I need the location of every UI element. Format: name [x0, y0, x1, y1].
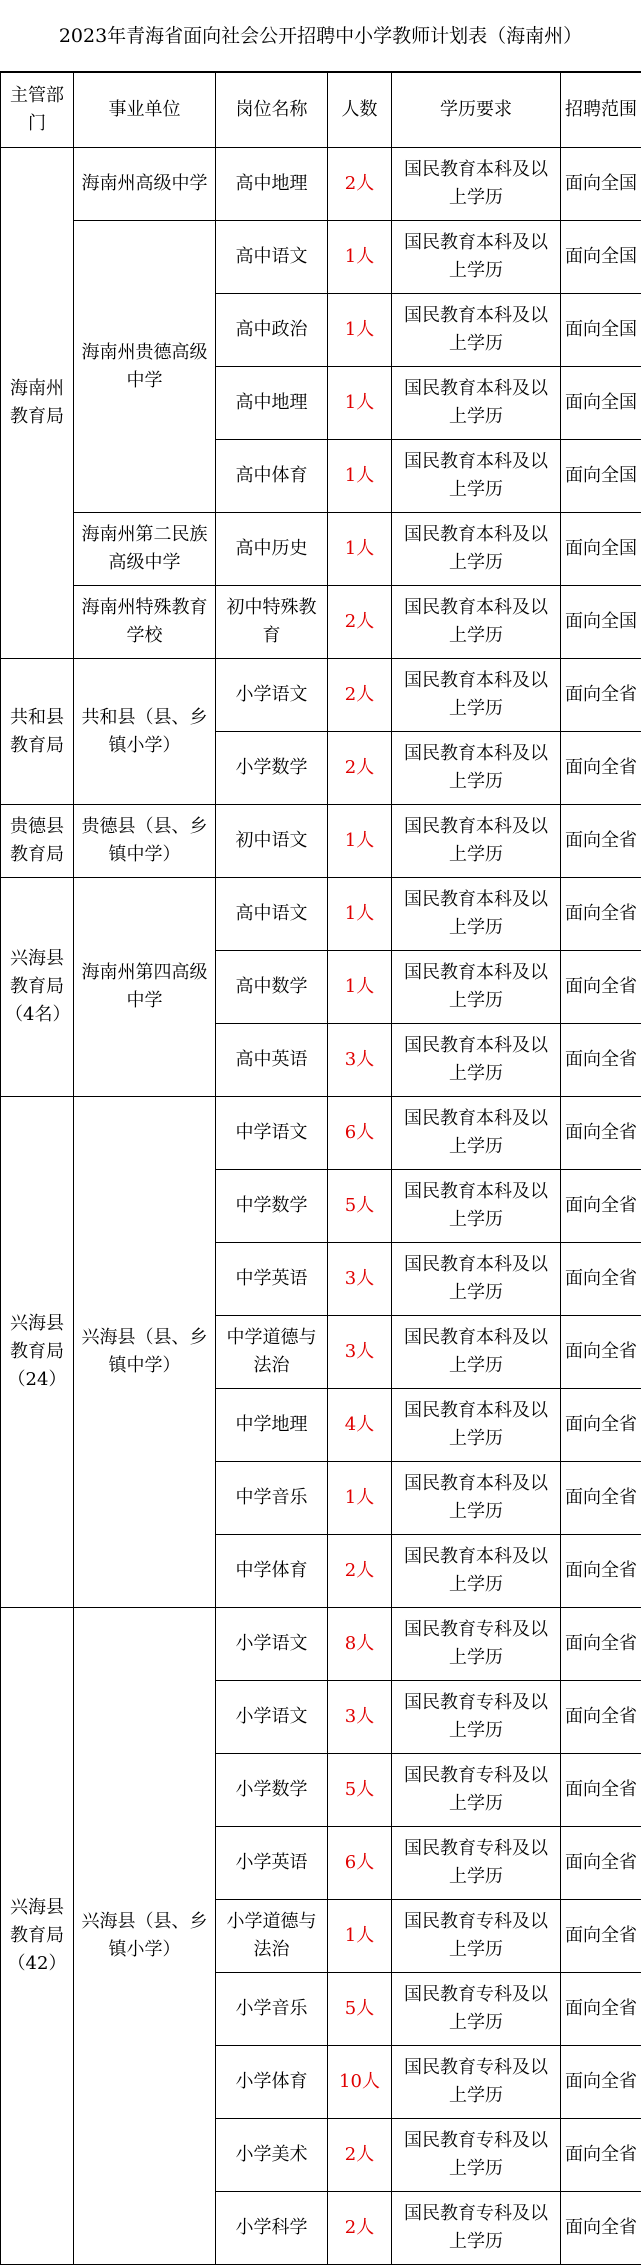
cell-post: 高中历史: [216, 513, 328, 586]
cell-count: 10人: [328, 2046, 392, 2119]
cell-count: 1人: [328, 221, 392, 294]
cell-education: 国民教育本科及以上学历: [392, 805, 561, 878]
cell-post: 中学道德与法治: [216, 1316, 328, 1389]
cell-post: 小学数学: [216, 1754, 328, 1827]
cell-post: 小学道德与法治: [216, 1900, 328, 1973]
cell-scope: 面向全省: [561, 878, 641, 951]
cell-post: 高中体育: [216, 440, 328, 513]
cell-unit: 海南州第四高级中学: [74, 878, 216, 1097]
cell-education: 国民教育专科及以上学历: [392, 2046, 561, 2119]
cell-scope: 面向全国: [561, 221, 641, 294]
cell-education: 国民教育本科及以上学历: [392, 1170, 561, 1243]
cell-count: 2人: [328, 2119, 392, 2192]
cell-post: 高中语文: [216, 221, 328, 294]
cell-post: 小学美术: [216, 2119, 328, 2192]
cell-education: 国民教育本科及以上学历: [392, 732, 561, 805]
cell-education: 国民教育本科及以上学历: [392, 1389, 561, 1462]
cell-post: 小学音乐: [216, 1973, 328, 2046]
cell-education: 国民教育专科及以上学历: [392, 1754, 561, 1827]
cell-education: 国民教育专科及以上学历: [392, 2192, 561, 2265]
cell-count: 1人: [328, 294, 392, 367]
cell-count: 1人: [328, 367, 392, 440]
cell-unit: 兴海县（县、乡镇小学）: [74, 1608, 216, 2265]
cell-count: 5人: [328, 1973, 392, 2046]
cell-count: 1人: [328, 951, 392, 1024]
cell-unit: 共和县（县、乡镇小学）: [74, 659, 216, 805]
cell-education: 国民教育本科及以上学历: [392, 513, 561, 586]
cell-education: 国民教育本科及以上学历: [392, 148, 561, 221]
header-post: 岗位名称: [216, 73, 328, 148]
cell-scope: 面向全省: [561, 1316, 641, 1389]
cell-dept: 贵德县教育局: [1, 805, 74, 878]
cell-education: 国民教育本科及以上学历: [392, 878, 561, 951]
cell-count: 3人: [328, 1316, 392, 1389]
cell-count: 2人: [328, 2192, 392, 2265]
cell-count: 3人: [328, 1024, 392, 1097]
cell-post: 高中英语: [216, 1024, 328, 1097]
cell-unit: 海南州贵德高级中学: [74, 221, 216, 513]
cell-dept: 兴海县教育局（24）: [1, 1097, 74, 1608]
cell-dept: 海南州教育局: [1, 148, 74, 659]
table-row: [1, 659, 641, 732]
recruitment-table: [0, 72, 641, 2265]
cell-post: 小学语文: [216, 1608, 328, 1681]
cell-count: 3人: [328, 1681, 392, 1754]
cell-post: 高中地理: [216, 367, 328, 440]
table-row: [1, 878, 641, 951]
header-scope: 招聘范围: [561, 73, 641, 148]
cell-post: 小学英语: [216, 1827, 328, 1900]
cell-scope: 面向全省: [561, 2192, 641, 2265]
cell-scope: 面向全省: [561, 1389, 641, 1462]
cell-count: 2人: [328, 659, 392, 732]
cell-post: 高中数学: [216, 951, 328, 1024]
cell-post: 中学音乐: [216, 1462, 328, 1535]
header-count: 人数: [328, 73, 392, 148]
cell-education: 国民教育专科及以上学历: [392, 1608, 561, 1681]
cell-unit: 兴海县（县、乡镇中学）: [74, 1097, 216, 1608]
cell-post: 中学体育: [216, 1535, 328, 1608]
cell-scope: 面向全省: [561, 1608, 641, 1681]
cell-count: 5人: [328, 1170, 392, 1243]
table-row: [1, 513, 641, 586]
cell-post: 小学体育: [216, 2046, 328, 2119]
cell-count: 1人: [328, 1462, 392, 1535]
cell-dept: 兴海县教育局（4名）: [1, 878, 74, 1097]
cell-education: 国民教育专科及以上学历: [392, 2119, 561, 2192]
cell-post: 中学地理: [216, 1389, 328, 1462]
cell-education: 国民教育本科及以上学历: [392, 1462, 561, 1535]
cell-count: 8人: [328, 1608, 392, 1681]
cell-count: 1人: [328, 440, 392, 513]
cell-post: 高中政治: [216, 294, 328, 367]
table-body: [1, 148, 641, 2265]
cell-scope: 面向全省: [561, 1681, 641, 1754]
cell-education: 国民教育本科及以上学历: [392, 659, 561, 732]
cell-education: 国民教育本科及以上学历: [392, 1316, 561, 1389]
cell-education: 国民教育专科及以上学历: [392, 1827, 561, 1900]
cell-count: 6人: [328, 1827, 392, 1900]
cell-unit: 海南州高级中学: [74, 148, 216, 221]
cell-scope: 面向全省: [561, 732, 641, 805]
cell-scope: 面向全省: [561, 2046, 641, 2119]
header-row: [1, 73, 641, 148]
header-unit: 事业单位: [74, 73, 216, 148]
cell-scope: 面向全国: [561, 586, 641, 659]
cell-post: 初中特殊教育: [216, 586, 328, 659]
cell-count: 6人: [328, 1097, 392, 1170]
cell-count: 5人: [328, 1754, 392, 1827]
table-row: [1, 1097, 641, 1170]
cell-scope: 面向全省: [561, 1827, 641, 1900]
cell-count: 2人: [328, 148, 392, 221]
cell-education: 国民教育本科及以上学历: [392, 586, 561, 659]
cell-scope: 面向全省: [561, 1900, 641, 1973]
table-row: [1, 221, 641, 294]
cell-scope: 面向全省: [561, 1535, 641, 1608]
cell-count: 2人: [328, 586, 392, 659]
cell-count: 2人: [328, 1535, 392, 1608]
cell-dept: 兴海县教育局（42）: [1, 1608, 74, 2265]
cell-scope: 面向全省: [561, 1170, 641, 1243]
cell-scope: 面向全省: [561, 2119, 641, 2192]
cell-unit: 贵德县（县、乡镇中学）: [74, 805, 216, 878]
cell-post: 中学英语: [216, 1243, 328, 1316]
table-row: [1, 805, 641, 878]
cell-post: 初中语文: [216, 805, 328, 878]
cell-education: 国民教育本科及以上学历: [392, 1535, 561, 1608]
cell-scope: 面向全省: [561, 659, 641, 732]
cell-education: 国民教育本科及以上学历: [392, 294, 561, 367]
cell-post: 中学数学: [216, 1170, 328, 1243]
cell-count: 1人: [328, 805, 392, 878]
header-education: 学历要求: [392, 73, 561, 148]
cell-education: 国民教育专科及以上学历: [392, 1900, 561, 1973]
cell-education: 国民教育专科及以上学历: [392, 1681, 561, 1754]
table-row: [1, 1608, 641, 1681]
cell-scope: 面向全省: [561, 1462, 641, 1535]
cell-post: 小学语文: [216, 1681, 328, 1754]
cell-education: 国民教育专科及以上学历: [392, 1973, 561, 2046]
cell-scope: 面向全国: [561, 440, 641, 513]
cell-scope: 面向全省: [561, 1754, 641, 1827]
cell-dept: 共和县教育局: [1, 659, 74, 805]
cell-scope: 面向全省: [561, 1243, 641, 1316]
table-row: [1, 148, 641, 221]
cell-education: 国民教育本科及以上学历: [392, 221, 561, 294]
table-row: [1, 586, 641, 659]
cell-scope: 面向全省: [561, 1973, 641, 2046]
cell-education: 国民教育本科及以上学历: [392, 1097, 561, 1170]
page-title: 2023年青海省面向社会公开招聘中小学教师计划表（海南州）: [0, 0, 641, 72]
cell-scope: 面向全省: [561, 1024, 641, 1097]
cell-unit: 海南州特殊教育学校: [74, 586, 216, 659]
cell-scope: 面向全国: [561, 294, 641, 367]
cell-post: 高中语文: [216, 878, 328, 951]
cell-post: 小学科学: [216, 2192, 328, 2265]
cell-scope: 面向全国: [561, 513, 641, 586]
cell-count: 1人: [328, 513, 392, 586]
cell-post: 小学语文: [216, 659, 328, 732]
cell-count: 3人: [328, 1243, 392, 1316]
cell-count: 1人: [328, 878, 392, 951]
cell-education: 国民教育本科及以上学历: [392, 1024, 561, 1097]
cell-scope: 面向全省: [561, 805, 641, 878]
cell-post: 高中地理: [216, 148, 328, 221]
cell-scope: 面向全省: [561, 1097, 641, 1170]
cell-education: 国民教育本科及以上学历: [392, 367, 561, 440]
cell-scope: 面向全省: [561, 951, 641, 1024]
cell-post: 小学数学: [216, 732, 328, 805]
cell-count: 1人: [328, 1900, 392, 1973]
header-dept: 主管部门: [1, 73, 74, 148]
cell-post: 中学语文: [216, 1097, 328, 1170]
cell-education: 国民教育本科及以上学历: [392, 440, 561, 513]
cell-scope: 面向全国: [561, 148, 641, 221]
cell-unit: 海南州第二民族高级中学: [74, 513, 216, 586]
cell-count: 4人: [328, 1389, 392, 1462]
cell-count: 2人: [328, 732, 392, 805]
cell-scope: 面向全国: [561, 367, 641, 440]
cell-education: 国民教育本科及以上学历: [392, 1243, 561, 1316]
cell-education: 国民教育本科及以上学历: [392, 951, 561, 1024]
